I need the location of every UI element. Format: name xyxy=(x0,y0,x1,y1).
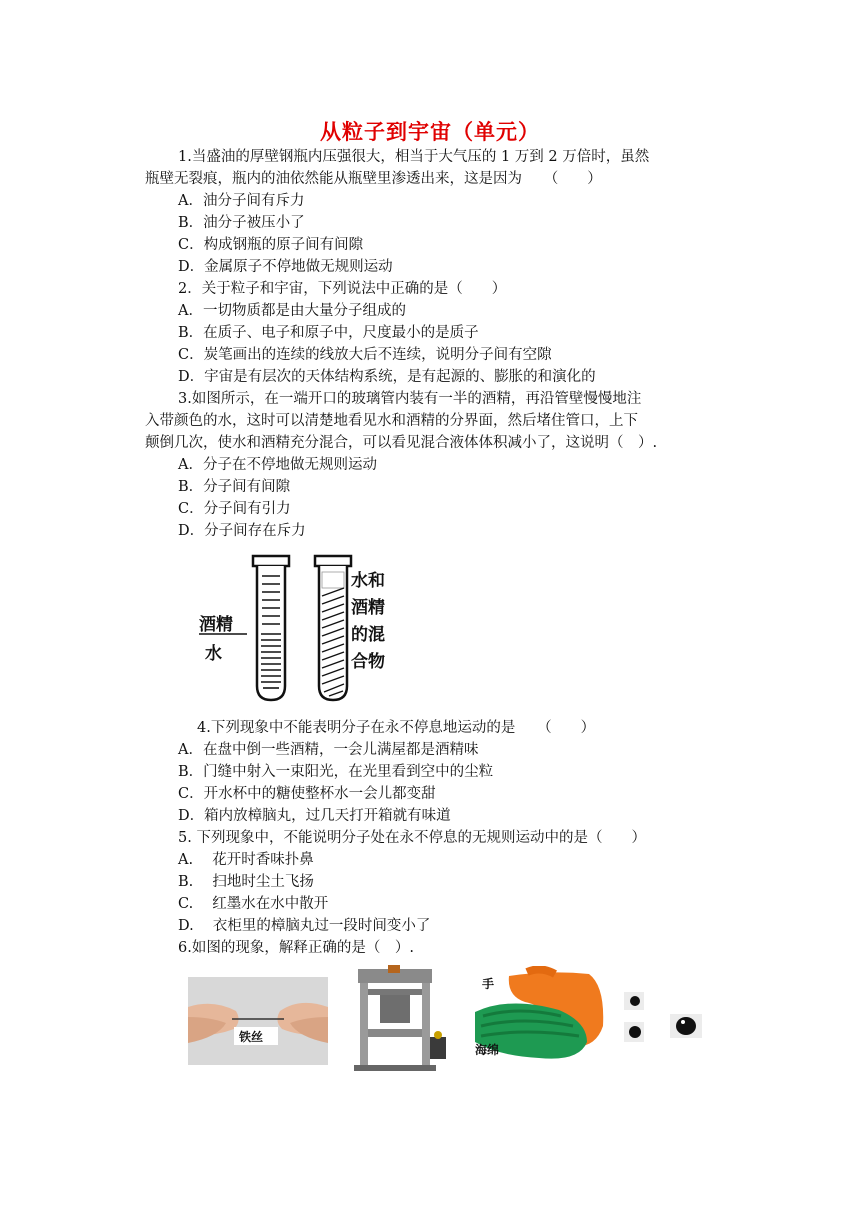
q1-line1: 1.当盛油的厚壁钢瓶内压强很大，相当于大气压的 1 万到 2 万倍时，虽然 xyxy=(178,149,650,165)
left-test-tube xyxy=(253,556,289,700)
hand-label: 手 xyxy=(482,977,495,991)
q2-option-b: B．在质子、电子和原子中，尺度最小的是质子 xyxy=(178,325,479,341)
q1-option-a: A．油分子间有斥力 xyxy=(178,193,305,209)
q2-option-a: A．一切物质都是由大量分子组成的 xyxy=(178,303,406,319)
q1-option-b: B．油分子被压小了 xyxy=(178,215,305,231)
q3-option-a: A．分子在不停地做无规则运动 xyxy=(178,457,377,473)
label-alcohol: 酒精 xyxy=(199,615,233,635)
label-mixture-4: 合物 xyxy=(351,652,385,672)
sponge-photo xyxy=(469,966,605,1066)
label-mixture-2: 酒精 xyxy=(351,598,385,618)
right-test-tube xyxy=(315,556,351,700)
label-mixture xyxy=(351,568,385,676)
q3-line1: 3.如图所示，在一端开口的玻璃管内装有一半的酒精，再沿管壁慢慢地注 xyxy=(178,391,642,407)
wire-label: 铁丝 xyxy=(239,1030,264,1044)
q4-option-a: A．在盘中倒一些酒精，一会儿满屋都是酒精味 xyxy=(178,742,479,758)
droplets-drawing xyxy=(622,990,704,1048)
q6-line1: 6.如图的现象，解释正确的是（ ）. xyxy=(178,940,414,956)
q3-line3: 颠倒几次，使水和酒精充分混合，可以看见混合液体体积减小了，这说明（ ）. xyxy=(145,435,658,451)
q1-option-d: D．金属原子不停地做无规则运动 xyxy=(178,259,393,275)
q3-option-c: C．分子间有引力 xyxy=(178,501,291,517)
droplets-photo xyxy=(622,990,704,1048)
label-mixture-1: 水和 xyxy=(351,571,385,591)
test-tube-figure xyxy=(195,548,415,708)
q4-option-c: C．开水杯中的糖使整杯水一会儿都变甜 xyxy=(178,786,436,802)
q1-line2: 瓶壁无裂痕，瓶内的油依然能从瓶壁里渗透出来，这是因为 （ ） xyxy=(145,171,602,187)
q2-option-d: D．宇宙是有层次的天体结构系统，是有起源的、膨胀的和演化的 xyxy=(178,369,596,385)
q5-line1: 5. 下列现象中，不能说明分子处在永不停息的无规则运动中的是（ ） xyxy=(178,830,646,846)
iron-wire-photo xyxy=(188,977,328,1065)
sponge-label: 海绵 xyxy=(475,1043,500,1057)
q3-option-b: B．分子间有间隙 xyxy=(178,479,291,495)
q4-line1: 4.下列现象中不能表明分子在永不停息地运动的是 （ ） xyxy=(197,720,596,736)
q5-option-d: D. 衣柜里的樟脑丸过一段时间变小了 xyxy=(178,918,431,934)
label-mixture-3: 的混 xyxy=(351,625,385,645)
hydraulic-press-photo xyxy=(350,965,450,1071)
q3-option-d: D．分子间存在斥力 xyxy=(178,523,306,539)
q3-line2: 入带颜色的水，这时可以清楚地看见水和酒精的分界面，然后堵住管口，上下 xyxy=(145,413,638,429)
q2-line1: 2．关于粒子和宇宙，下列说法中正确的是（ ） xyxy=(178,281,507,297)
label-water: 水 xyxy=(205,644,222,664)
q2-option-c: C．炭笔画出的连续的线放大后不连续，说明分子间有空隙 xyxy=(178,347,552,363)
page-title: 从粒子到宇宙（单元） xyxy=(320,119,540,144)
q5-option-a: A. 花开时香味扑鼻 xyxy=(178,852,314,868)
q1-option-c: C．构成钢瓶的原子间有间隙 xyxy=(178,237,364,253)
q5-option-b: B. 扫地时尘土飞扬 xyxy=(178,874,314,890)
q4-option-b: B．门缝中射入一束阳光，在光里看到空中的尘粒 xyxy=(178,764,494,780)
press-drawing xyxy=(350,965,450,1071)
fingers-wire-drawing xyxy=(188,977,328,1065)
q4-option-d: D．箱内放樟脑丸，过几天打开箱就有味道 xyxy=(178,808,451,824)
q5-option-c: C. 红墨水在水中散开 xyxy=(178,896,329,912)
